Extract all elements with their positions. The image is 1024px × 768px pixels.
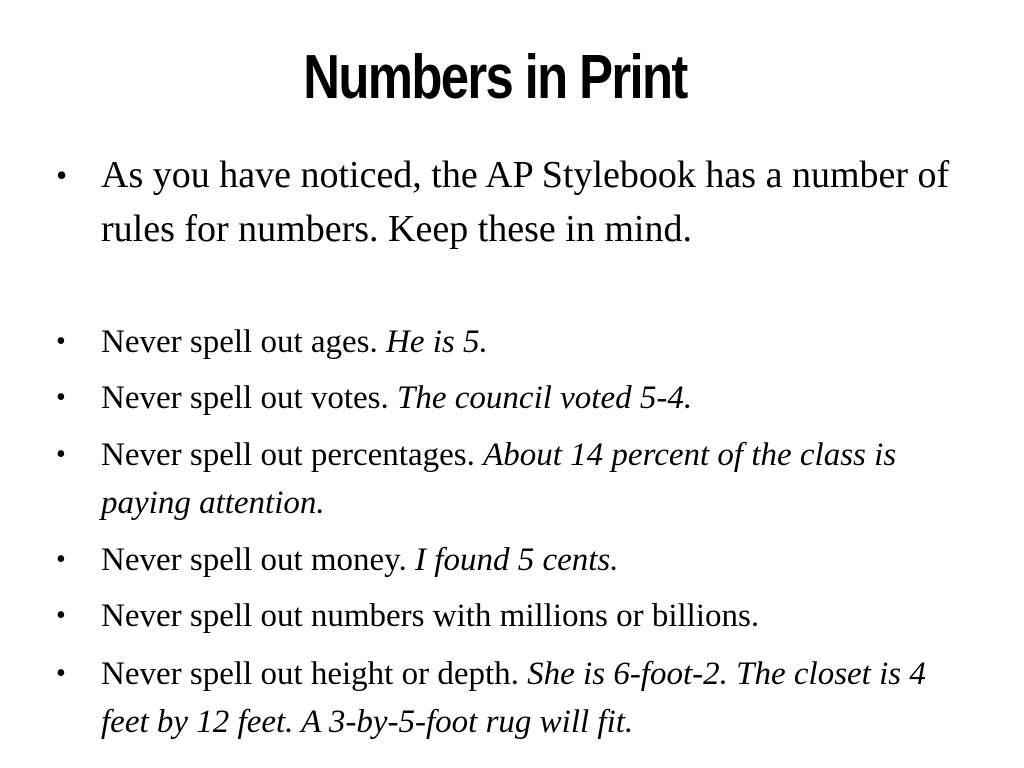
bullet-content xyxy=(101,318,961,366)
bullet-icon: • xyxy=(56,439,66,470)
bullet-content xyxy=(101,374,961,422)
bullet-text: Never spell out money. xyxy=(101,542,407,578)
bullet-example: About 14 percent of the class is paying attention. xyxy=(101,437,897,521)
bullet-icon: • xyxy=(56,600,66,631)
bullet-content xyxy=(101,431,961,527)
bullet-content xyxy=(101,650,961,746)
bullet-example: He is 5. xyxy=(386,324,488,360)
bullet-icon: • xyxy=(56,326,66,357)
bullet-example: The council voted 5-4. xyxy=(397,380,693,416)
bullet-text: Never spell out percentages. xyxy=(101,437,475,473)
bullet-text: As you have noticed, the AP Stylebook has a number of rules for numbers. Keep these in mind. xyxy=(101,154,950,250)
bullet-icon: • xyxy=(56,658,66,689)
bullet-text: Never spell out votes. xyxy=(101,380,389,416)
bullet-icon: • xyxy=(56,544,66,575)
bullet-text: Never spell out height or depth. xyxy=(101,656,519,692)
bullet-icon: • xyxy=(56,157,68,193)
bullet-example: She is 6-foot-2. The closet is 4 feet by 12 feet. A 3-by-5-foot rug will fit. xyxy=(101,656,926,740)
bullet-text: Never spell out numbers with millions or billions. xyxy=(101,598,760,634)
bullet-text: Never spell out ages. xyxy=(101,324,378,360)
bullet-icon: • xyxy=(56,382,66,413)
slide-title: Numbers in Print xyxy=(303,43,687,112)
bullet-example: I found 5 cents. xyxy=(415,542,619,578)
bullet-content xyxy=(101,536,961,584)
